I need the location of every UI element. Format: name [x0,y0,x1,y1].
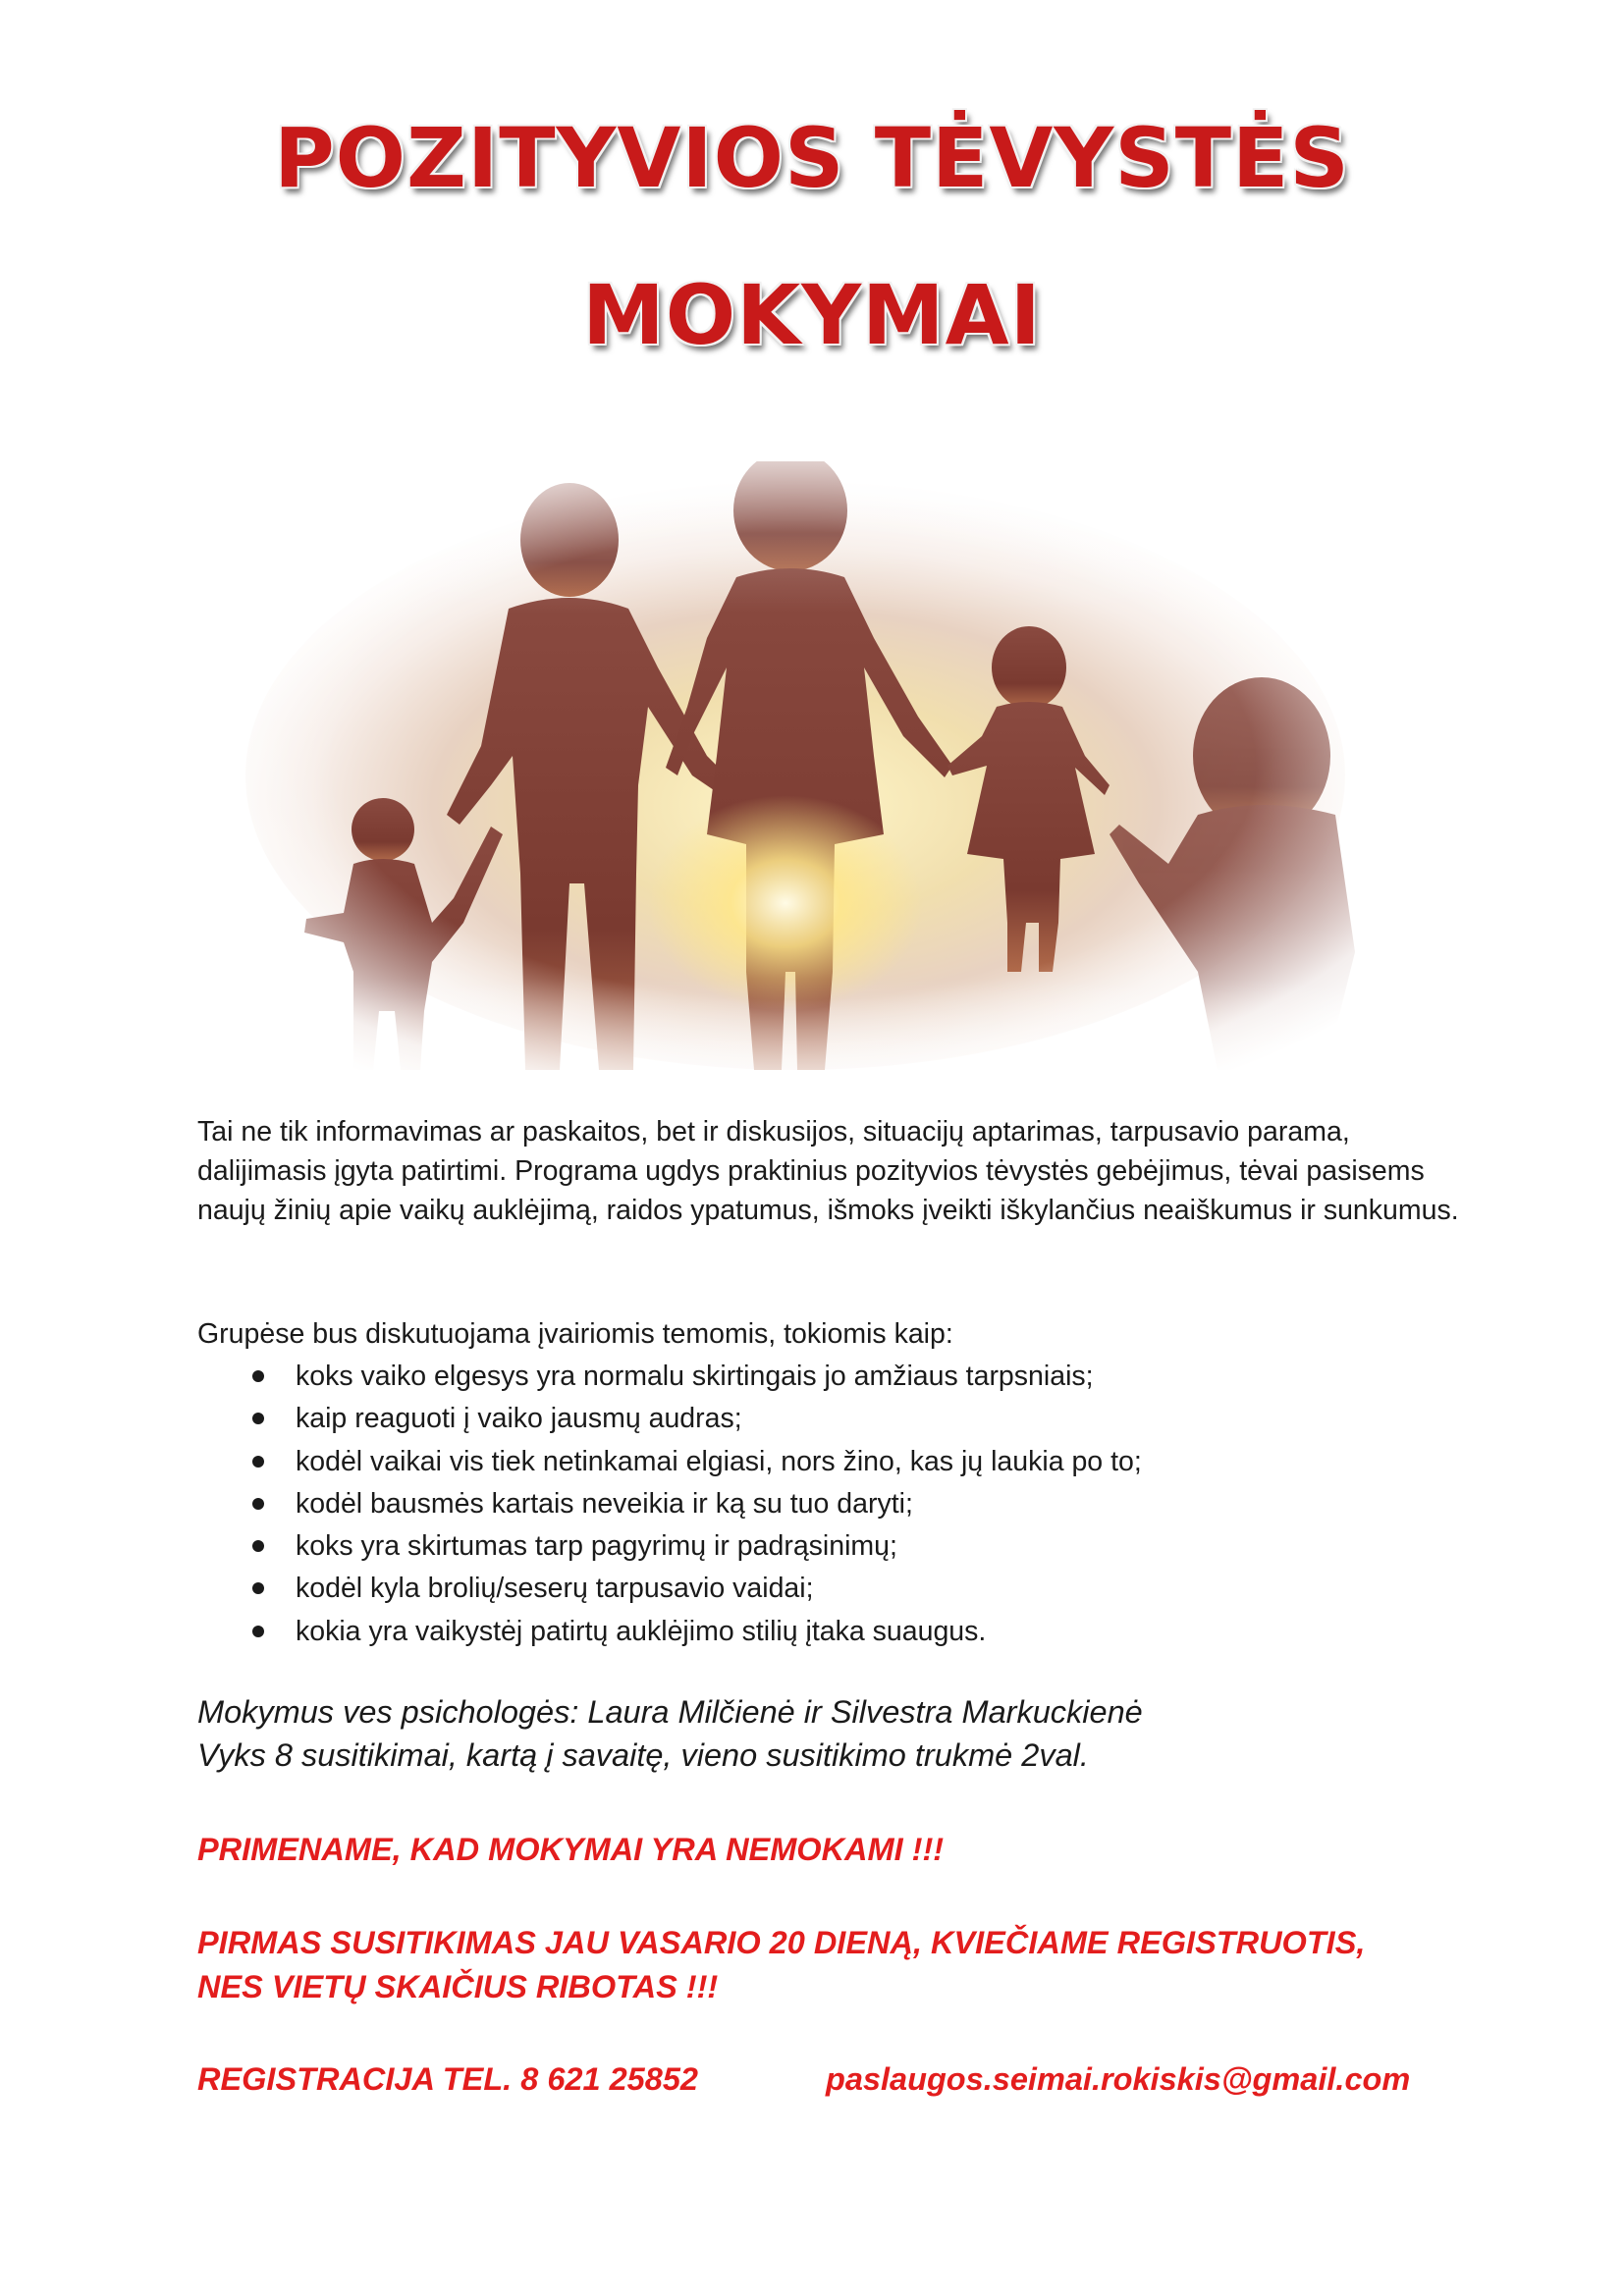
list-item: kaip reaguoti į vaiko jausmų audras; [197,1399,1142,1441]
bullet-icon [252,1540,264,1552]
bullet-icon [252,1626,264,1637]
list-item: kodėl vaikai vis tiek netinkamai elgiasi, nors žino, kas jų laukia po to; [197,1442,1142,1484]
bullet-icon [252,1582,264,1594]
lecturers-line: Mokymus ves psichologės: Laura Milčienė ir Silvestra Markuckienė [197,1694,1143,1730]
list-item: koks yra skirtumas tarp pagyrimų ir padrąsinimų; [197,1526,1142,1569]
poster-title-line-1: POZITYVIOS TĖVYSTĖS [274,110,1350,206]
topics-list [197,1357,1142,1654]
poster-title-line-2: MOKYMAI [582,267,1042,363]
free-reminder: PRIMENAME, KAD MOKYMAI YRA NEMOKAMI !!! [197,1832,945,1867]
list-item: kokia yra vaikystėj patirtų auklėjimo stilių įtaka suaugus. [197,1612,1142,1654]
bullet-icon [252,1498,264,1510]
list-item: kodėl kyla brolių/seserų tarpusavio vaidai; [197,1569,1142,1611]
family-silhouette-image [196,461,1394,1070]
registration-phone: REGISTRACIJA TEL. 8 621 25852 [197,2061,698,2097]
bullet-icon [252,1456,264,1468]
bullet-icon [252,1413,264,1424]
sessions-line: Vyks 8 susitikimai, kartą į savaitę, vieno susitikimo trukmė 2val. [197,1737,1089,1773]
bullet-icon [252,1370,264,1382]
first-meeting-line-2: NES VIETŲ SKAIČIUS RIBOTAS !!! [197,1969,719,2004]
intro-paragraph: Tai ne tik informavimas ar paskaitos, bet ir diskusijos, situacijų aptarimas, tarpusavio parama, dalijimasis įgyta patirtimi. Programa ugdys praktinius pozityvios tėvystės gebėjimus, tėvai pasisems naujų žinių apie vaikų auklėjimą, raidos ypatumus, išmoks įveikti iškylančius neaiškumus ir sunkumus. [197,1116,1459,1226]
registration-email[interactable]: paslaugos.seimai.rokiskis@gmail.com [826,2061,1411,2097]
list-item: koks vaiko elgesys yra normalu skirtingais jo amžiaus tarpsniais; [197,1357,1142,1399]
list-item: kodėl bausmės kartais neveikia ir ką su tuo daryti; [197,1484,1142,1526]
first-meeting-line-1: PIRMAS SUSITIKIMAS JAU VASARIO 20 DIENĄ, KVIEČIAME REGISTRUOTIS, [197,1925,1366,1960]
topics-lead: Grupėse bus diskutuojama įvairiomis temomis, tokiomis kaip: [197,1318,953,1350]
